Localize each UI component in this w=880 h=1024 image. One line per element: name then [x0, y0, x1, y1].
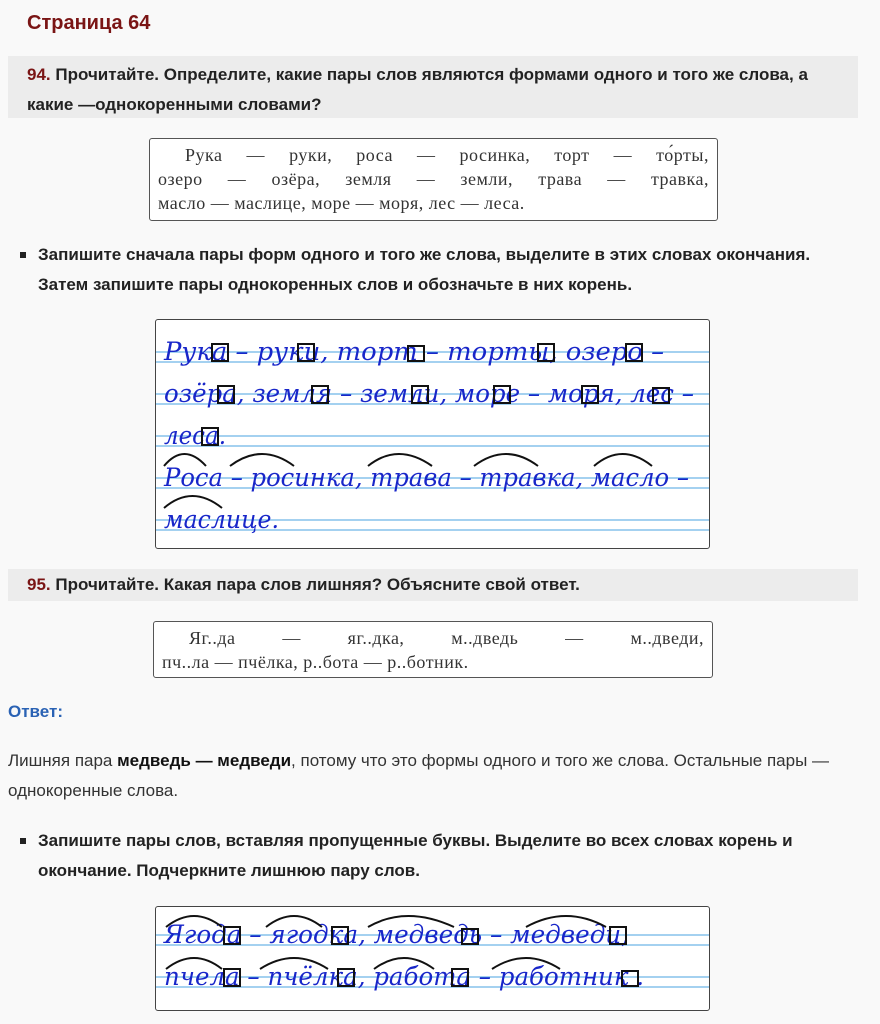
task-94-exercise-box — [149, 138, 718, 221]
task-number: 94. — [27, 65, 51, 84]
task-text: Прочитайте. Определите, какие пары слов являются формами одного и того же слова, а какие —однокоренными словами? — [27, 65, 808, 114]
answer-text — [8, 746, 858, 806]
task-94-header — [8, 56, 858, 118]
task-number: 95. — [27, 575, 51, 594]
answer-prefix: Лишняя пара — [8, 751, 118, 770]
page-title: Страница 64 — [27, 12, 151, 34]
exercise-line: Рука — руки, роса — росинка, торт — то́рты, — [185, 145, 709, 165]
answer-suffix: , потому что это формы одного и того же слова. Остальные пары — однокоренные слова. — [8, 751, 830, 800]
handwriting-line: Роса – росинка, трава – травка, масло – — [163, 463, 689, 492]
exercise-line: озеро — озёра, земля — земли, трава — травка, — [158, 169, 709, 189]
task-95-header — [8, 569, 858, 601]
handwriting-line: Ягода – ягодка, медведь – медведи, — [163, 920, 629, 949]
handwriting-line: Рука – руки, торт – торты, озеро – — [162, 337, 664, 366]
task-95-exercise-box — [153, 621, 713, 678]
task-94-instruction: Запишите сначала пары форм одного и того же слова, выделите в этих словах окончания. Затем запишите пары однокоренных слов и обозначьте в них корень. — [18, 240, 838, 300]
task-95-notebook — [155, 906, 710, 1011]
exercise-line: Яг..да — яг..дка, м..дведь — м..дведи, — [189, 628, 704, 648]
handwriting-line: леса. — [164, 421, 226, 450]
exercise-line: масло — маслице, море — моря, лес — леса. — [158, 193, 525, 213]
task-95-instruction: Запишите пары слов, вставляя пропущенные буквы. Выделите во всех словах корень и окончание. Подчеркните лишнюю пару слов. — [18, 826, 838, 886]
task-94-notebook — [155, 319, 710, 549]
answer-label: Ответ: — [8, 702, 63, 721]
notebook-ruling — [156, 320, 709, 548]
handwriting-line: маслице. — [164, 505, 279, 534]
notebook-ruling — [156, 907, 709, 1010]
handwriting-line: озёра, земля – земли, море – моря, лес – — [164, 379, 694, 408]
handwriting-line: пчела – пчёлка, работа – работник . — [164, 962, 644, 991]
exercise-line: пч..ла — пчёлка, р..бота — р..ботник. — [162, 652, 469, 672]
answer-bold: медведь — медведи — [117, 751, 292, 770]
task-text: Прочитайте. Какая пара слов лишняя? Объясните свой ответ. — [55, 575, 580, 594]
